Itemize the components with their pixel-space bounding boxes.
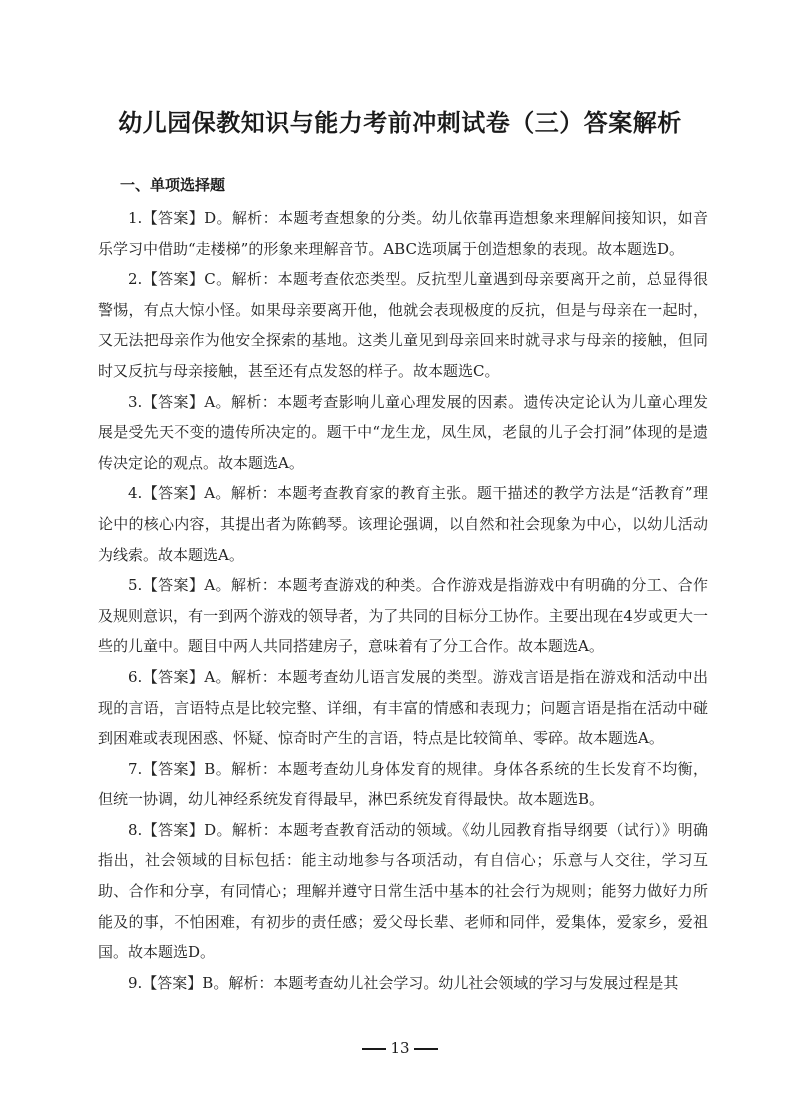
answer-paragraph: 5.【答案】A。解析：本题考查游戏的种类。合作游戏是指游戏中有明确的分工、合作及规则意识，有一到两个游戏的领导者，为了共同的目标分工协作。主要出现在4岁或更大一些的儿童中。题目中两人共同搭建房子，意味着有了分工合作。故本题选A。 bbox=[98, 576, 708, 656]
answer-paragraph: 6.【答案】A。解析：本题考查幼儿语言发展的类型。游戏言语是指在游戏和活动中出现的言语，言语特点是比较完整、详细，有丰富的情感和表现力；问题言语是指在活动中碰到困难或表现困惑、怀疑、惊奇时产生的言语，特点是比较简单、零碎。故本题选A。 bbox=[98, 667, 708, 748]
footer-dash-right bbox=[414, 1048, 438, 1050]
answer-paragraph: 2.【答案】C。解析：本题考查依恋类型。反抗型儿童遇到母亲要离开之前，总显得很警惕，有点大惊小怪。如果母亲要离开他，他就会表现极度的反抗，但是与母亲在一起时，又无法把母亲作为他安全探索的基地。这类儿童见到母亲回来时就寻求与母亲的接触，但同时又反抗与母亲接触，甚至还有点发怒的样子。故本题选C。 bbox=[98, 270, 708, 380]
answer-paragraph: 4.【答案】A。解析：本题考查教育家的教育主张。题干描述的教学方法是“活教育”理论中的核心内容，其提出者为陈鹤琴。该理论强调，以自然和社会现象为中心，以幼儿活动为线索。故本题选A。 bbox=[98, 484, 708, 564]
section-heading: 一、单项选择题 bbox=[120, 176, 226, 194]
answer-paragraph: 3.【答案】A。解析：本题考查影响儿童心理发展的因素。遗传决定论认为儿童心理发展是受先天不变的遗传所决定的。题干中“龙生龙，凤生凤，老鼠的儿子会打洞”体现的是遗传决定论的观点。故本题选A。 bbox=[98, 392, 708, 472]
page-footer bbox=[0, 1036, 800, 1060]
answer-paragraph: 7.【答案】B。解析：本题考查幼儿身体发育的规律。身体各系统的生长发育不均衡，但统一协调，幼儿神经系统发育得最早，淋巴系统发育得最快。故本题选B。 bbox=[98, 759, 708, 809]
answer-paragraph: 8.【答案】D。解析：本题考查教育活动的领域。《幼儿园教育指导纲要（试行）》明确指出，社会领域的目标包括：能主动地参与各项活动，有自信心；乐意与人交往，学习互助、合作和分享，有同情心；理解并遵守日常生活中基本的社会行为规则；能努力做好力所能及的事，不怕困难，有初步的责任感；爱父母长辈、老师和同伴，爱集体，爱家乡，爱祖国。故本题选D。 bbox=[98, 820, 708, 962]
answer-paragraph: 1.【答案】D。解析：本题考查想象的分类。幼儿依靠再造想象来理解间接知识，如音乐学习中借助“走楼梯”的形象来理解音节。ABC选项属于创造想象的表现。故本题选D。 bbox=[98, 209, 708, 258]
document-title: 幼儿园保教知识与能力考前冲刺试卷（三）答案解析 bbox=[118, 109, 682, 138]
footer-dash-left bbox=[362, 1048, 386, 1050]
answer-paragraph: 9.【答案】B。解析：本题考查幼儿社会学习。幼儿社会领域的学习与发展过程是其 bbox=[128, 973, 679, 992]
page-number: 13 bbox=[390, 1039, 410, 1057]
answer-list bbox=[98, 203, 708, 998]
